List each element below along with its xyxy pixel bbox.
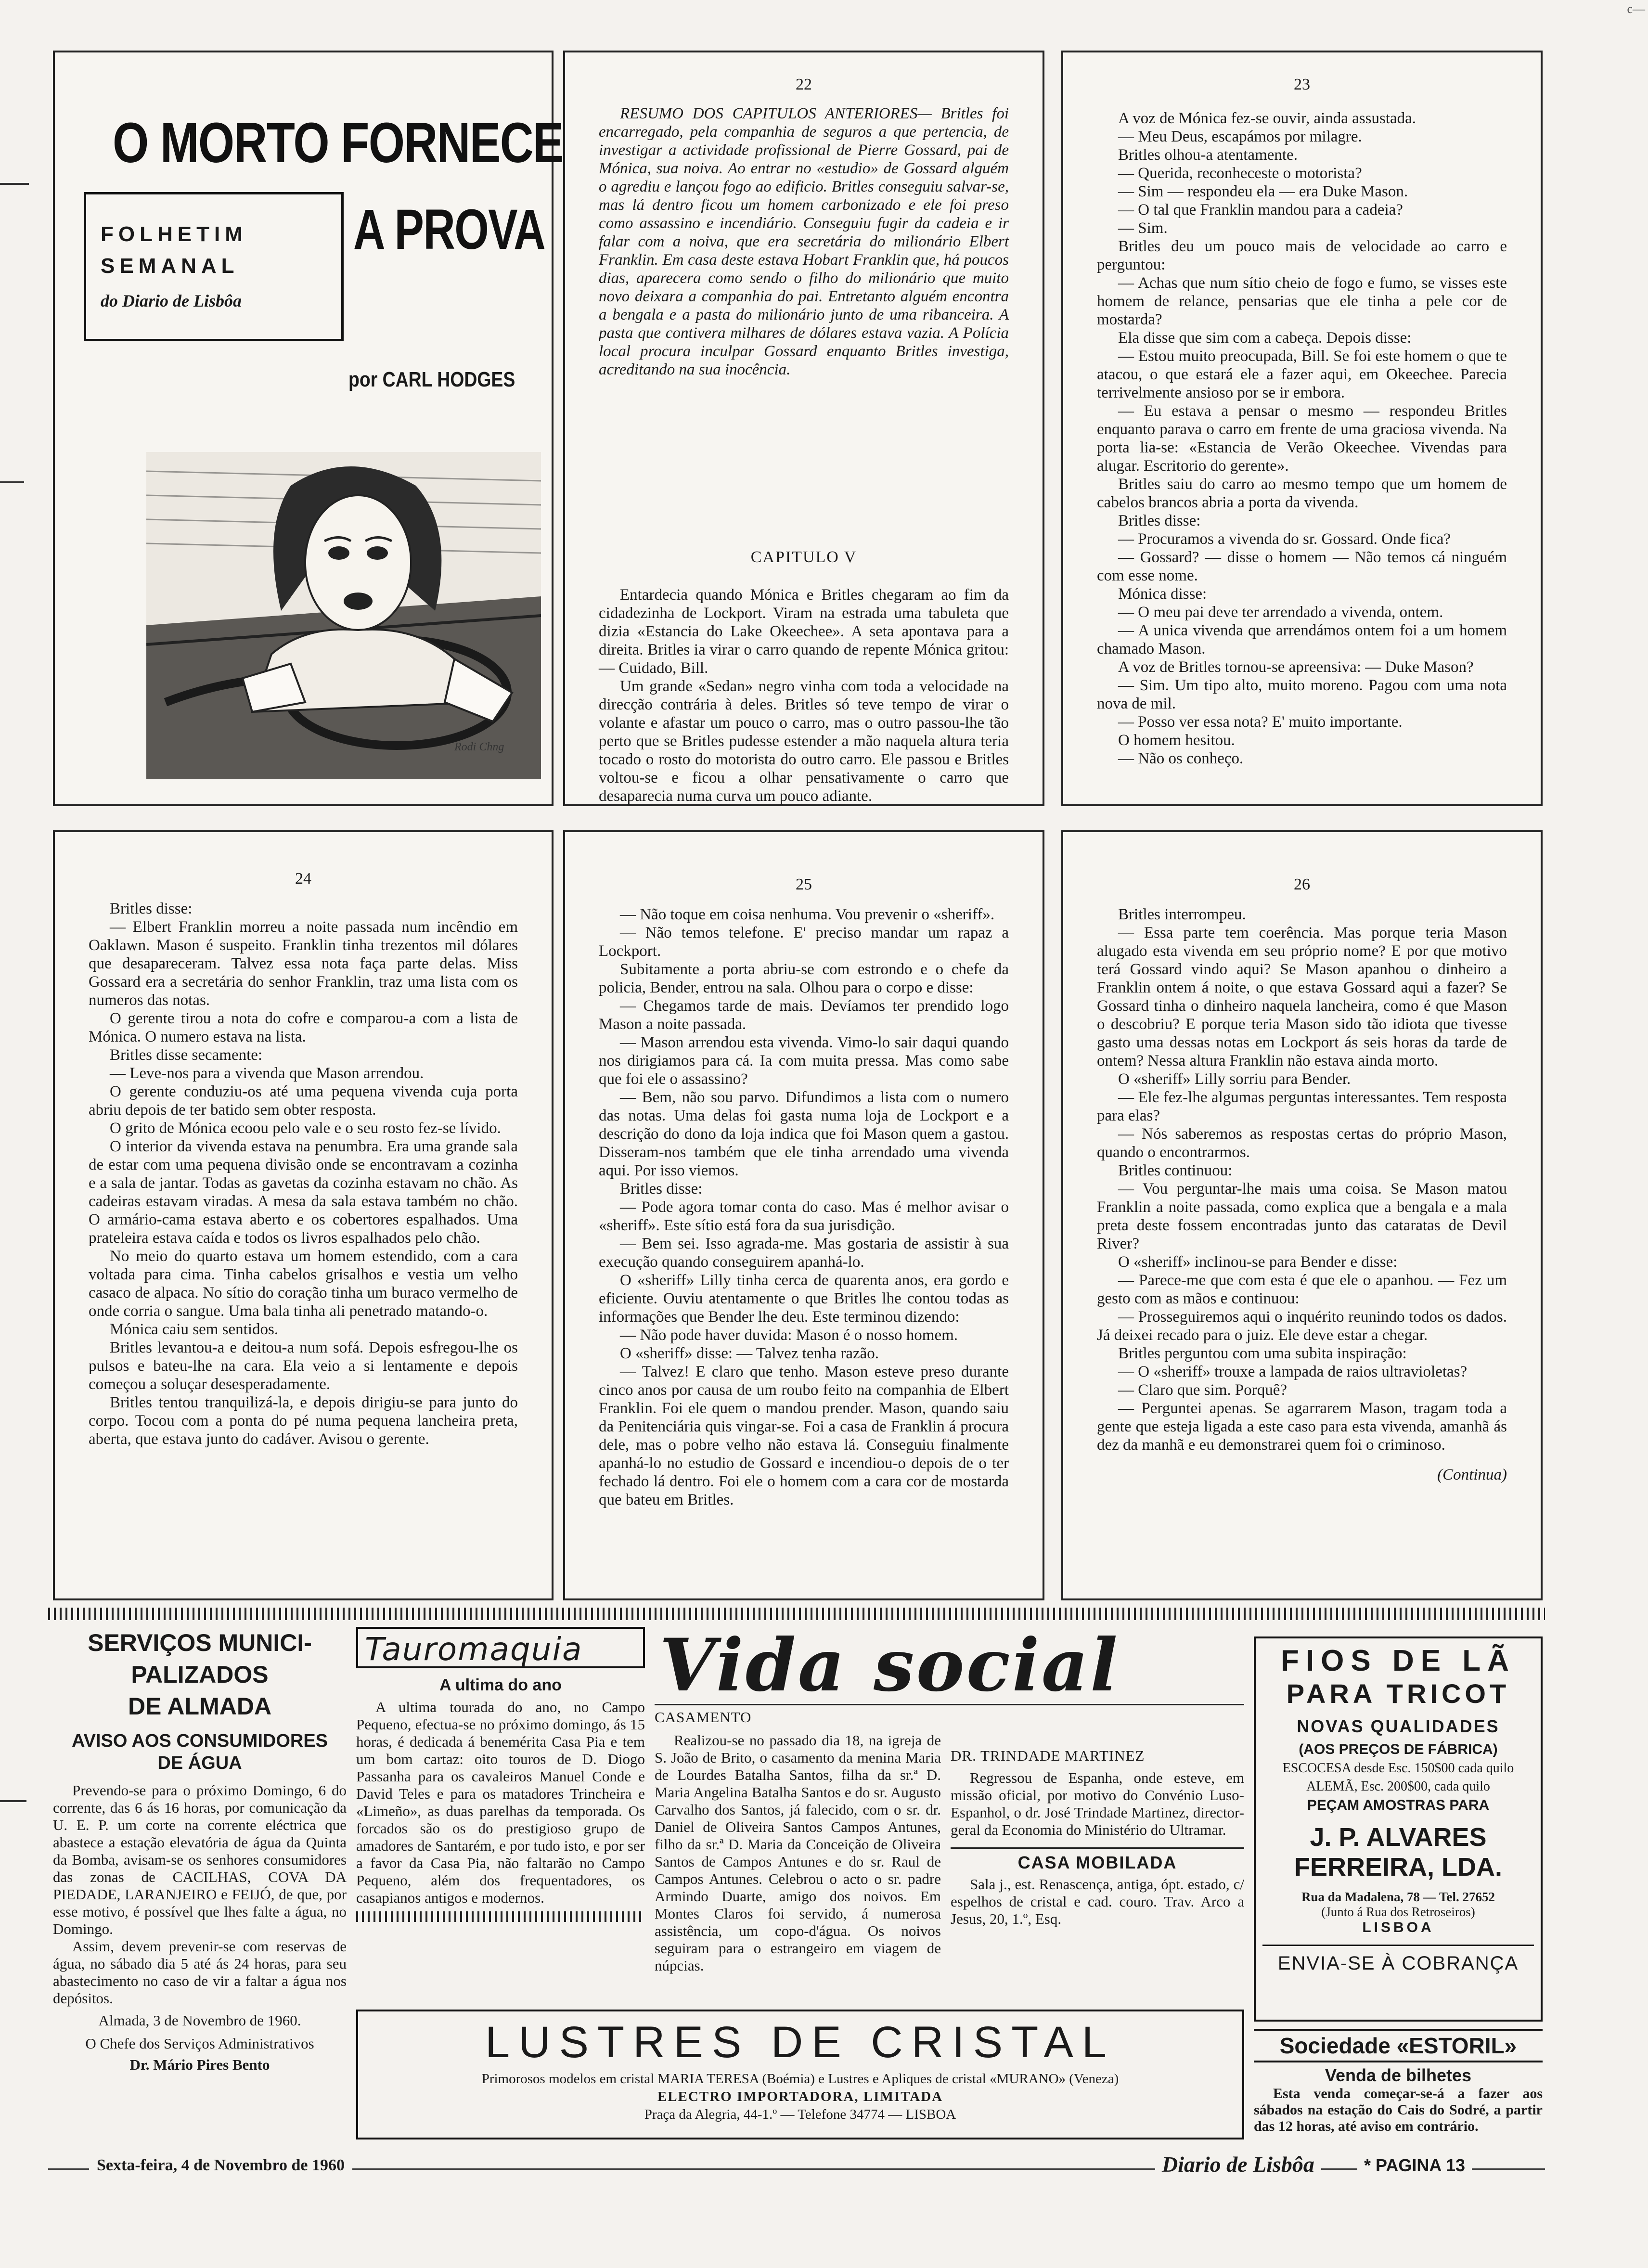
fios-headline: FIOS DE LÃ	[1281, 1644, 1516, 1677]
casamento-block	[655, 1709, 941, 1974]
feuilleton-title-panel	[53, 51, 563, 806]
paragraph: — Prosseguiremos aqui o inquérito reunindo todos os dados. Já deixei recado para o juiz. Ele deve estar a chegar.	[1097, 1308, 1507, 1344]
paragraph: Britles disse:	[110, 900, 193, 917]
lustres-address: Praça da Alegria, 44-1.º — Telefone 34774 — LISBOA	[644, 2107, 956, 2122]
page-26-text	[1097, 905, 1507, 1484]
fios-line: (AOS PREÇOS DE FÁBRICA)	[1299, 1741, 1498, 1757]
paragraph: Britles interrompeu.	[1118, 906, 1246, 923]
signature-name: Dr. Mário Pires Bento	[129, 2056, 270, 2073]
casa-mobilada-box	[951, 1847, 1244, 1928]
subtitle-line: DE ÁGUA	[157, 1753, 242, 1773]
feuilleton-byline: por CARL HODGES	[348, 368, 515, 391]
paragraph: — Ele fez-lhe algumas perguntas interessantes. Tem resposta para elas?	[1097, 1089, 1507, 1124]
paragraph: — Nós saberemos as respostas certas do próprio Mason, quando o encontrarmos.	[1097, 1125, 1507, 1161]
paragraph: — O tal que Franklin mandou para a cadeia?	[1118, 201, 1403, 219]
paragraph: Britles perguntou com uma subita inspiração:	[1118, 1345, 1407, 1362]
paragraph: A voz de Mónica fez-se ouvir, ainda assustada.	[1118, 110, 1416, 127]
fios-line: PEÇAM AMOSTRAS PARA	[1307, 1797, 1490, 1813]
page-24-text	[89, 900, 518, 1448]
feuilleton-title-line2: A PROVA	[353, 198, 545, 261]
feuilleton-title-line1: O MORTO FORNECE	[113, 111, 563, 175]
feuilleton-label-line2: SEMANAL	[101, 254, 239, 278]
paragraph: Ela disse que sim com a cabeça. Depois disse:	[1118, 329, 1412, 347]
trindade-block	[951, 1747, 1244, 1839]
paragraph: — Procuramos a vivenda do sr. Gossard. Onde fica?	[1118, 530, 1451, 548]
paragraph: — Elbert Franklin morreu a noite passada num incêndio em Oaklawn. Mason é suspeito. Franklin tinha trezentos mil dólares que desapareceram. Talvez essa nota faça parte delas. Miss Gossard era a secretária do senhor Franklin, traz uma lista com os numeros das notas.	[89, 918, 518, 1009]
social-right-column	[951, 1709, 1244, 1928]
paragraph: Britles tentou tranquilizá-la, e depois dirigiu-se para junto do corpo. Tocou com a ponta do pé numa pequena lancheira preta, aberta, que estava junto do cadáver. Avisou o gerente.	[89, 1394, 518, 1448]
tauromaquia-title: A ultima do ano	[439, 1676, 562, 1694]
footer-date: Sexta-feira, 4 de Novembro de 1960	[89, 2156, 352, 2175]
lustres-company: ELECTRO IMPORTADORA, LIMITADA	[657, 2089, 943, 2104]
paragraph: — O meu pai deve ter arrendado a vivenda, ontem.	[1118, 604, 1443, 621]
paragraph: Britles continuou:	[1118, 1162, 1233, 1179]
vida-social-column	[655, 1623, 1244, 2002]
paragraph: — Não toque em coisa nenhuma. Vou prevenir o «sheriff».	[620, 906, 995, 923]
fios-line: ALEMÃ, Esc. 200$00, cada quilo	[1306, 1779, 1490, 1794]
summary-text	[599, 104, 1009, 379]
paragraph: Entardecia quando Mónica e Britles chegaram ao fim da cidadezinha de Lockport. Viram na estrada uma tabuleta que dizia «Estancia do Lake Okeechee». A seta apontava para a direita. Britles ia virar o carro quando de repente Mónica gritou: — Cuidado, Bill.	[599, 586, 1009, 677]
paragraph: A ultima tourada do ano, no Campo Pequeno, efectua-se no próximo domingo, ás 15 horas, é dedicada á benemérita Casa Pia e tem um bom cartaz: oito touros de D. Diogo Passanha para os cavaleiros Manuel Conde e David Teles e para os matadores Trincheira e «Limeño», as duas parelhas da temporada. Os forcados são os do prestigioso grupo de amadores de Santarém, e por tudo isto, e por ser a favor da Casa Pia, não faltarão no Campo Pequeno, além dos frequentadores, os casapianos antigos e modernos.	[356, 1699, 645, 1906]
fios-address: Rua da Madalena, 78 — Tel. 27652	[1301, 1890, 1495, 1904]
paragraph: — A unica vivenda que arrendámos ontem foi a um homem chamado Mason.	[1097, 622, 1507, 657]
fios-footer: ENVIA-SE À COBRANÇA	[1262, 1945, 1534, 1974]
fios-headline: PARA TRICOT	[1286, 1678, 1510, 1709]
notice-date: Almada, 3 de Novembro de 1960.	[98, 2012, 301, 2029]
paragraph: A voz de Britles tornou-se apreensiva: — Duke Mason?	[1118, 658, 1474, 676]
fios-address: (Junto á Rua dos Retroseiros)	[1321, 1905, 1475, 1919]
paragraph: — Chegamos tarde de mais. Devíamos ter prendido logo Mason a noite passada.	[599, 997, 1009, 1033]
paragraph: O «sheriff» disse: — Talvez tenha razão.	[620, 1345, 879, 1362]
fios-city: LISBOA	[1362, 1920, 1434, 1935]
paragraph: — Pode agora tomar conta do caso. Mas é melhor avisar o «sheriff». Este sítio está fora da sua jurisdição.	[599, 1198, 1009, 1234]
subtitle-line: AVISO AOS CONSUMIDORES	[71, 1731, 328, 1751]
paragraph: — Vou perguntar-lhe mais uma coisa. Se Mason matou Franklin a noite passada, como explica que a bengala e a mala preta deste fossem encontradas junto das cataratas de Devil River?	[1097, 1180, 1507, 1252]
paragraph: Britles disse secamente:	[110, 1046, 263, 1064]
paragraph: O grito de Mónica ecoou pelo vale e o seu rosto fez-se lívido.	[110, 1120, 501, 1137]
fios-company: J. P. ALVARES	[1310, 1823, 1487, 1852]
paragraph: — Querida, reconheceste o motorista?	[1118, 165, 1362, 182]
paragraph: Prevendo-se para o próximo Domingo, 6 do corrente, das 6 ás 16 horas, por comunicação da U. E. P. um corte na corrente eléctrica que abastece a estação elevatória de água da Quinta da Bomba, avisam-se os senhores consumidores das zonas de CACILHAS, COVA DA PIEDADE, LARANJEIRO e FEIJÓ, de que, por esse motivo, é possível que lhes falte a água, no Domingo.	[53, 1782, 347, 1937]
trindade-heading: DR. TRINDADE MARTINEZ	[951, 1747, 1145, 1764]
corner-mark: c—	[1627, 2, 1645, 16]
lustres-line: Primorosos modelos em cristal MARIA TERESA (Boémia) e Lustres e Apliques de cristal «MURANO» (Veneza)	[481, 2071, 1119, 2087]
illustration-woman-driving-car	[146, 452, 541, 779]
summary-heading: RESUMO DOS CAPITULOS ANTERIORES—	[620, 105, 932, 122]
fios-subheadline: NOVAS QUALIDADES	[1297, 1716, 1500, 1736]
paragraph: O interior da vivenda estava na penumbra. Era uma grande sala de estar com uma pequena divisão onde se encontravam a cozinha e a sala de jantar. Todas as gavetas da cozinha estavam no chão. As cadeiras estavam viradas. A mesa da sala estava também no chão. O armário-cama estava aberto e os cobertores espalhados. Uma prateleira estava caída e todos os livros espalhados pelo chão.	[89, 1138, 518, 1247]
paragraph: Um grande «Sedan» negro vinha com toda a velocidade na direcção contrária à deles. Britles só teve tempo de virar o volante e afastar um pouco o carro, mas o outro passou-lhe tão perto que se Britles pudesse estender a mão naquela altura teria tocado o rosto do motorista do outro carro. Ele passou e Britles voltou-se e ficou a olhar pensativamente o carro que desaparecia numa curva um pouco adiante.	[599, 678, 1009, 805]
paragraph: — Bem, não sou parvo. Difundimos a lista com o numero das notas. Uma delas foi gasta numa loja de Lockport e a descrição do dono da loja indica que foi Mason quem a gastou. Disseram-nos também que ele tinha arrendado uma vivenda aqui. Por isso viemos.	[599, 1089, 1009, 1179]
margin-mark	[0, 183, 29, 185]
paragraph: O gerente conduziu-os até uma pequena vivenda cuja porta abriu depois de ter batido sem obter resposta.	[89, 1083, 518, 1119]
paragraph: — Não os conheço.	[1118, 750, 1244, 767]
estoril-subtitle: Venda de bilhetes	[1325, 2065, 1472, 2085]
casa-mobilada-text	[951, 1876, 1244, 1928]
chapter-heading: CAPITULO V	[750, 548, 857, 566]
page-number: 22	[796, 76, 812, 93]
paragraph: O «sheriff» inclinou-se para Bender e disse:	[1118, 1253, 1398, 1271]
feuilleton-label-box	[84, 192, 344, 341]
page-25-text	[599, 905, 1009, 1509]
paragraph: — Sim — respondeu ela — era Duke Mason.	[1118, 183, 1408, 200]
footer-page-number: * PAGINA 13	[1357, 2155, 1472, 2176]
separator-bar	[356, 1911, 645, 1922]
paragraph: — Não temos telefone. E' preciso mandar um rapaz a Lockport.	[599, 924, 1009, 960]
page-25-panel	[563, 830, 1044, 1600]
paragraph: Britles disse:	[620, 1180, 703, 1198]
tauromaquia-text	[356, 1699, 645, 1907]
fios-line: ESCOCESA desde Esc. 150$00 cada quilo	[1282, 1761, 1514, 1776]
estoril-ad	[1254, 2029, 1543, 2139]
title-line: SERVIÇOS MUNICI-	[88, 1629, 312, 1656]
page-number: 25	[796, 876, 812, 893]
paragraph: Britles saiu do carro ao mesmo tempo que um homem de cabelos brancos abria a porta da vivenda.	[1097, 476, 1507, 511]
estoril-text	[1254, 2086, 1543, 2135]
illustration-signature: Rodi Chng	[454, 741, 504, 753]
tauromaquia-header: Tauromaquia	[356, 1627, 645, 1668]
signature-title: O Chefe dos Serviços Administrativos	[85, 2035, 314, 2052]
paragraph: — Não pode haver duvida: Mason é o nosso homem.	[620, 1327, 958, 1344]
paragraph: No meio do quarto estava um homem estendido, com a cara voltada para cima. Tinha cabelos grisalhos e vestia um velho casaco de alpaca. No sítio do coração tinha um buraco vermelho de onde corria o sangue. Uma bala tinha ali penetrado matando-o.	[89, 1248, 518, 1320]
vida-social-title: Vida social	[655, 1627, 1244, 1705]
page-24-panel	[53, 830, 554, 1600]
tauromaquia-column	[356, 1627, 645, 2002]
paragraph: Regressou de Espanha, onde esteve, em missão oficial, por motivo do Convénio Luso-Espanhol, o dr. José Trindade Martinez, director-geral da Economia do Ministério do Ultramar.	[951, 1769, 1244, 1838]
water-notice	[53, 1627, 347, 2142]
estoril-title: Sociedade «ESTORIL»	[1254, 2029, 1543, 2062]
paragraph: Realizou-se no passado dia 18, na igreja de S. João de Brito, o casamento da menina Maria de Lourdes Batalha Santos, filha da sr.ª D. Maria Angelina Batalha Santos e do sr. Augusto Carvalho dos Santos, já falecido, com o sr. dr. Daniel de Oliveira Santos Campos Antunes, filho da sr.ª D. Maria da Conceição de Oliveira Santos de Campos Antunes e do sr. Raul de Campos Antunes. Celebrou o acto o sr. padre Armindo Duarte, amigo dos noivos. Em Montes Claros foi servido, á numerosa assistência, um copo-d'água. Os noivos seguiram para o estrangeiro em viagem de núpcias.	[655, 1732, 941, 1974]
paragraph: O homem hesitou.	[1118, 732, 1235, 749]
fios-ad	[1254, 1637, 1543, 2022]
paragraph: — Essa parte tem coerência. Mas porque teria Mason alugado esta vivenda em seu próprio nome? E por que motivo terá Gossard vindo aqui? Se Mason apanhou o dinheiro a Franklin ontem á noite, o que estava Gossard aqui a fazer? Se Gossard tinha o dinheiro naquela lancheira, como é que Mason o descobriu? E porque teria Mason sido tão idiota que tivesse gasto uma dessas notas em Lockport ás seis horas da tarde de ontem? Nessa altura Franklin não estava ainda morto.	[1097, 924, 1507, 1070]
paragraph: — Estou muito preocupada, Bill. Se foi este homem o que te atacou, o que estará ele a fazer aqui, em Okeechee. Parecia terrivelmente ansioso por se ir embora.	[1097, 348, 1507, 401]
paragraph: Subitamente a porta abriu-se com estrondo e o chefe da policia, Bender, entrou na sala. Olhou para o corpo e disse:	[599, 961, 1009, 996]
feuilleton-label-line1: FOLHETIM	[101, 222, 247, 246]
paragraph: — Bem sei. Isso agrada-me. Mas gostaria de assistir à sua execução quando conseguirem apanhá-lo.	[599, 1235, 1009, 1271]
summary-body: Britles foi encarregado, pela companhia de seguros a que pertencia, de investigar a actividade profissional de Pierre Gossard, pai de Mónica, sua noiva. Ao entrar no «estudio» de Gossard alguém o agrediu e lançou fogo ao edificio. Britles conseguiu salvar-se, mas lá dentro ficou um homem carbonizado e ele foi preso como assassino e incendiário. Conseguiu fugir da cadeia e ir falar com a noiva, que era secretária do milionário Elbert Franklin. Em casa deste estava Hobart Franklin que, há poucos dias, aparecera como sendo o filho do milionário que muito novo deixara a companhia do pai. Entretanto alguém encontra a bengala e a pasta do milionário junto de uma ribanceira. A pasta que contivera milhares de dólares estava vazia. A Polícia local procura inculpar Gossard enquanto Britles investiga, acreditando na sua inocência.	[599, 105, 1009, 378]
page-26-panel	[1061, 830, 1543, 1600]
continua-note: (Continua)	[1437, 1466, 1507, 1483]
page-number: 26	[1294, 876, 1310, 893]
paragraph: — Posso ver essa nota? E' muito importante.	[1118, 713, 1403, 731]
illustration-woman-driving	[146, 452, 541, 779]
casamento-heading: CASAMENTO	[655, 1709, 752, 1726]
page-22-panel	[563, 51, 1044, 806]
separator-bar	[48, 1608, 1545, 1620]
paragraph: Britles deu um pouco mais de velocidade ao carro e perguntou:	[1097, 238, 1507, 273]
paragraph: Britles olhou-a atentamente.	[1118, 146, 1298, 164]
paragraph: — Gossard? — disse o homem — Não temos cá ninguém com esse nome.	[1097, 549, 1507, 584]
casa-mobilada-heading: CASA MOBILADA	[1017, 1853, 1177, 1872]
title-line: PALIZADOS	[131, 1661, 269, 1688]
paragraph: Esta venda começar-se-á a fazer aos sábados na estação do Cais do Sodré, a partir das 12 horas, até aviso em contrário.	[1254, 2086, 1543, 2134]
paragraph: — Leve-nos para a vivenda que Mason arrendou.	[110, 1065, 424, 1082]
page-22-text	[599, 586, 1009, 805]
page-number: 23	[1294, 76, 1310, 93]
paragraph: — Meu Deus, escapámos por milagre.	[1118, 128, 1362, 145]
paragraph: Assim, devem prevenir-se com reservas de água, no sábado dia 5 até ás 24 horas, para seu abastecimento no caso de vir a faltar a água nos depósitos.	[53, 1938, 347, 2007]
page-23-panel	[1061, 51, 1543, 806]
paragraph: Britles disse:	[1118, 512, 1201, 529]
margin-mark	[0, 481, 24, 483]
water-notice-title	[53, 1627, 347, 1722]
page-number: 24	[295, 870, 311, 888]
paragraph: — Perguntei apenas. Se agarrarem Mason, tragam toda a gente que esteja ligada a este caso para esta vivenda, amanhã ás dez da manhã e eu demonstrarei quem foi o criminoso.	[1097, 1400, 1507, 1454]
paragraph: O «sheriff» Lilly sorriu para Bender.	[1118, 1070, 1351, 1088]
paragraph: Britles levantou-a e deitou-a num sofá. Depois esfregou-lhe os pulsos e bateu-lhe na cara. Ela veio a si lentamente e depois começou a soluçar desesperadamente.	[89, 1339, 518, 1393]
water-notice-subtitle	[53, 1730, 347, 1774]
paragraph: Mónica caiu sem sentidos.	[110, 1321, 279, 1338]
paragraph: — Claro que sim. Porquê?	[1118, 1381, 1288, 1399]
paragraph: O «sheriff» Lilly tinha cerca de quarenta anos, era gordo e eficiente. Ouviu atentamente o que Britles lhe contou todas as informações que Bender lhe deu. Este terminou dizendo:	[599, 1272, 1009, 1326]
paragraph: — Eu estava a pensar o mesmo — respondeu Britles enquanto parava o carro em frente de uma graciosa vivenda. Na porta lia-se: «Estancia de Verão Okeechee. Vivendas para alugar. Escritorio do gerente».	[1097, 402, 1507, 475]
title-line: DE ALMADA	[128, 1693, 272, 1720]
casamento-text	[655, 1732, 941, 1974]
margin-mark	[0, 1800, 26, 1802]
paragraph: — O «sheriff» trouxe a lampada de raios ultravioletas?	[1118, 1363, 1468, 1380]
lustres-ad	[356, 2010, 1244, 2139]
water-notice-signature	[53, 2012, 347, 2074]
footer-paper-name: Diario de Lisbôa	[1155, 2152, 1321, 2177]
newspaper-logo: do Diario de Lisbôa	[101, 291, 242, 310]
lustres-title: LUSTRES DE CRISTAL	[485, 2018, 1115, 2067]
page-23-text	[1097, 109, 1507, 768]
paragraph: — Parece-me que com esta é que ele o apanhou. — Fez um gesto com as mãos e continuou:	[1097, 1272, 1507, 1307]
paragraph: — Sim. Um tipo alto, muito moreno. Pagou com uma nota nova de mil.	[1097, 677, 1507, 712]
paragraph: Sala j., est. Renascença, antiga, ópt. estado, c/ espelhos de cristal e cad. couro. Trav. Arco a Jesus, 20, 1.º, Esq.	[951, 1876, 1244, 1927]
paragraph: — Talvez! E claro que tenho. Mason esteve preso durante cinco anos por causa de um roubo feito na companhia de Elbert Franklin. Foi ele quem o mandou prender. Mason, quando saiu da Penitenciária quis vingar-se. Foi a casa de Franklin á procura dele, mas o pobre velho não estava lá. Conseguiu finalmente apanhá-lo no estudio de Gossard e incendiou-o depois de o ter fechado lá dentro. Foi ele o homem com a cara cor de mostarda que bateu em Britles.	[599, 1363, 1009, 1508]
paragraph: — Mason arrendou esta vivenda. Vimo-lo sair daqui quando nos dirigiamos para cá. Ia com muita pressa. Mas como sabe que foi ele o assassino?	[599, 1034, 1009, 1088]
water-notice-text	[53, 1782, 347, 2007]
paragraph: — Achas que num sítio cheio de fogo e fumo, se visses este homem de relance, pensarias que ele tinha a pele cor de mostarda?	[1097, 274, 1507, 328]
paragraph: Mónica disse:	[1118, 585, 1207, 603]
paragraph: O gerente tirou a nota do cofre e comparou-a com a lista de Mónica. O numero estava na lista.	[89, 1010, 518, 1045]
paragraph: — Sim.	[1118, 219, 1168, 237]
fios-company: FERREIRA, LDA.	[1294, 1853, 1502, 1881]
